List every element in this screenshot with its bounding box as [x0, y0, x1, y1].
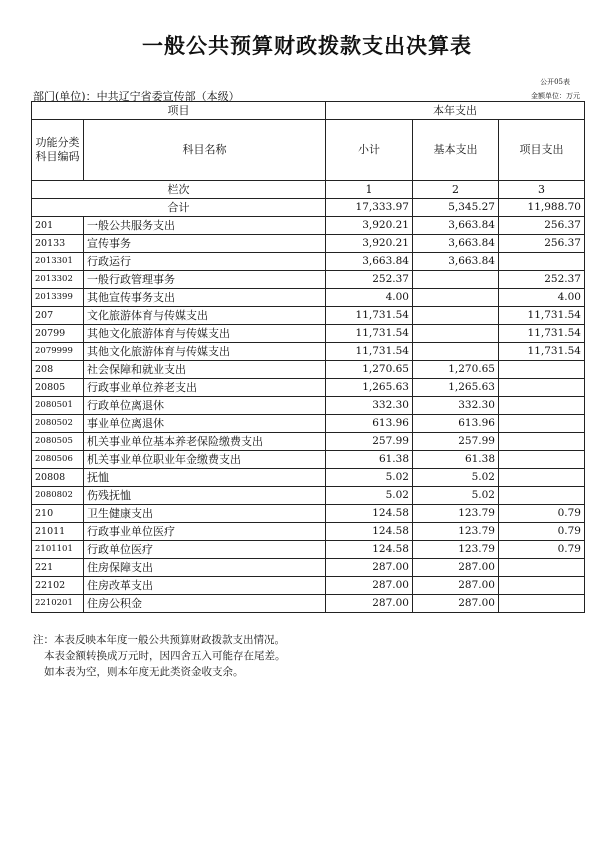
header-item: 项目	[32, 102, 326, 120]
row-project	[499, 487, 585, 505]
row-project: 0.79	[499, 541, 585, 559]
table-row	[32, 469, 585, 487]
row-code: 2101101	[32, 541, 84, 559]
row-subtotal: 3,663.84	[326, 253, 413, 271]
table-row	[32, 343, 585, 361]
row-code: 22102	[32, 577, 84, 595]
row-basic	[413, 289, 499, 307]
row-project	[499, 397, 585, 415]
row-code: 207	[32, 307, 84, 325]
row-subtotal: 287.00	[326, 595, 413, 613]
table-row	[32, 559, 585, 577]
row-code: 2013302	[32, 271, 84, 289]
row-project: 11,731.54	[499, 343, 585, 361]
row-subtotal: 3,920.21	[326, 217, 413, 235]
row-subtotal: 124.58	[326, 541, 413, 559]
header-project: 项目支出	[499, 120, 585, 181]
table-row	[32, 487, 585, 505]
total-label: 合计	[32, 199, 326, 217]
row-subtotal: 252.37	[326, 271, 413, 289]
row-subtotal: 5.02	[326, 469, 413, 487]
row-code: 2013399	[32, 289, 84, 307]
row-code: 20799	[32, 325, 84, 343]
row-name: 行政单位医疗	[84, 541, 326, 559]
table-row	[32, 433, 585, 451]
header-subtotal: 小计	[326, 120, 413, 181]
header-current-year: 本年支出	[326, 102, 585, 120]
row-subtotal: 11,731.54	[326, 343, 413, 361]
row-code: 201	[32, 217, 84, 235]
table-row	[32, 523, 585, 541]
row-project	[499, 379, 585, 397]
row-code: 2080501	[32, 397, 84, 415]
row-project: 252.37	[499, 271, 585, 289]
row-subtotal: 5.02	[326, 487, 413, 505]
row-project: 11,731.54	[499, 307, 585, 325]
row-project	[499, 361, 585, 379]
row-name: 文化旅游体育与传媒支出	[84, 307, 326, 325]
row-code: 2210201	[32, 595, 84, 613]
table-row	[32, 361, 585, 379]
department-label: 部门(单位)：中共辽宁省委宣传部（本级）	[33, 90, 240, 103]
row-basic: 1,265.63	[413, 379, 499, 397]
row-basic: 1,270.65	[413, 361, 499, 379]
column-index-3: 3	[499, 181, 585, 199]
row-code: 20808	[32, 469, 84, 487]
row-subtotal: 11,731.54	[326, 325, 413, 343]
row-name: 其他文化旅游体育与传媒支出	[84, 325, 326, 343]
table-row	[32, 577, 585, 595]
note-line: 如本表为空，则本年度无此类资金收支余。	[44, 666, 244, 678]
column-index-1: 1	[326, 181, 413, 199]
row-subtotal: 124.58	[326, 523, 413, 541]
row-name: 住房公积金	[84, 595, 326, 613]
row-basic: 3,663.84	[413, 217, 499, 235]
note-line: 本表金额转换成万元时，因四舍五入可能存在尾差。	[44, 650, 286, 662]
row-basic: 5.02	[413, 487, 499, 505]
row-project	[499, 469, 585, 487]
row-subtotal: 124.58	[326, 505, 413, 523]
row-name: 机关事业单位基本养老保险缴费支出	[84, 433, 326, 451]
row-name: 住房保障支出	[84, 559, 326, 577]
row-code: 21011	[32, 523, 84, 541]
row-code: 210	[32, 505, 84, 523]
row-project	[499, 451, 585, 469]
row-code: 2013301	[32, 253, 84, 271]
row-project	[499, 415, 585, 433]
row-code: 221	[32, 559, 84, 577]
row-basic: 123.79	[413, 523, 499, 541]
row-basic: 3,663.84	[413, 253, 499, 271]
row-name: 机关事业单位职业年金缴费支出	[84, 451, 326, 469]
row-project: 256.37	[499, 235, 585, 253]
row-basic: 257.99	[413, 433, 499, 451]
row-code: 2080505	[32, 433, 84, 451]
row-project	[499, 577, 585, 595]
row-project: 11,731.54	[499, 325, 585, 343]
row-name: 行政事业单位医疗	[84, 523, 326, 541]
row-name: 宣传事务	[84, 235, 326, 253]
row-name: 抚恤	[84, 469, 326, 487]
row-basic: 5.02	[413, 469, 499, 487]
table-row	[32, 541, 585, 559]
amount-unit-label: 金额单位：万元	[531, 92, 580, 100]
row-name: 其他文化旅游体育与传媒支出	[84, 343, 326, 361]
table-row	[32, 595, 585, 613]
row-name: 事业单位离退休	[84, 415, 326, 433]
row-code: 20805	[32, 379, 84, 397]
table-row	[32, 235, 585, 253]
column-index-2: 2	[413, 181, 499, 199]
row-name: 伤残抚恤	[84, 487, 326, 505]
total-project: 11,988.70	[499, 199, 585, 217]
column-index-row	[32, 181, 585, 199]
row-basic	[413, 325, 499, 343]
page-title: 一般公共预算财政拨款支出决算表	[142, 34, 472, 58]
row-subtotal: 287.00	[326, 577, 413, 595]
row-basic	[413, 343, 499, 361]
header-func-code: 功能分类科目编码	[32, 120, 84, 181]
row-code: 2079999	[32, 343, 84, 361]
total-subtotal: 17,333.97	[326, 199, 413, 217]
row-basic: 123.79	[413, 541, 499, 559]
row-subtotal: 287.00	[326, 559, 413, 577]
row-basic: 61.38	[413, 451, 499, 469]
notes	[33, 632, 286, 680]
row-project	[499, 559, 585, 577]
header-basic: 基本支出	[413, 120, 499, 181]
table-row	[32, 415, 585, 433]
row-subtotal: 11,731.54	[326, 307, 413, 325]
table-row	[32, 307, 585, 325]
row-code: 2080502	[32, 415, 84, 433]
table-row	[32, 397, 585, 415]
table-row	[32, 271, 585, 289]
total-basic: 5,345.27	[413, 199, 499, 217]
row-project: 0.79	[499, 505, 585, 523]
row-project: 4.00	[499, 289, 585, 307]
row-code: 2080506	[32, 451, 84, 469]
row-subtotal: 332.30	[326, 397, 413, 415]
row-code: 20133	[32, 235, 84, 253]
row-code: 208	[32, 361, 84, 379]
row-subtotal: 1,265.63	[326, 379, 413, 397]
row-name: 社会保障和就业支出	[84, 361, 326, 379]
expenditure-table	[31, 101, 585, 613]
column-index-label: 栏次	[32, 181, 326, 199]
note-line: 注：本表反映本年度一般公共预算财政拨款支出情况。	[33, 634, 285, 646]
row-basic: 287.00	[413, 559, 499, 577]
row-basic: 123.79	[413, 505, 499, 523]
row-subtotal: 1,270.65	[326, 361, 413, 379]
table-row	[32, 289, 585, 307]
row-subtotal: 4.00	[326, 289, 413, 307]
table-row	[32, 253, 585, 271]
row-name: 其他宣传事务支出	[84, 289, 326, 307]
row-subtotal: 613.96	[326, 415, 413, 433]
row-name: 住房改革支出	[84, 577, 326, 595]
table-row	[32, 379, 585, 397]
row-name: 行政单位离退休	[84, 397, 326, 415]
row-name: 一般公共服务支出	[84, 217, 326, 235]
header-row-1	[32, 102, 585, 120]
table-row	[32, 505, 585, 523]
header-row-2	[32, 120, 585, 181]
table-row	[32, 325, 585, 343]
row-project	[499, 595, 585, 613]
row-name: 一般行政管理事务	[84, 271, 326, 289]
row-subtotal: 257.99	[326, 433, 413, 451]
table-row	[32, 451, 585, 469]
row-basic	[413, 307, 499, 325]
row-name: 行政运行	[84, 253, 326, 271]
row-basic: 287.00	[413, 595, 499, 613]
form-code: 公开05表	[540, 78, 570, 86]
row-subtotal: 3,920.21	[326, 235, 413, 253]
row-subtotal: 61.38	[326, 451, 413, 469]
header-subject-name: 科目名称	[84, 120, 326, 181]
row-basic: 287.00	[413, 577, 499, 595]
total-row	[32, 199, 585, 217]
row-basic: 332.30	[413, 397, 499, 415]
table-row	[32, 217, 585, 235]
row-project: 256.37	[499, 217, 585, 235]
row-project: 0.79	[499, 523, 585, 541]
row-project	[499, 433, 585, 451]
row-name: 卫生健康支出	[84, 505, 326, 523]
row-basic	[413, 271, 499, 289]
row-project	[499, 253, 585, 271]
row-code: 2080802	[32, 487, 84, 505]
row-name: 行政事业单位养老支出	[84, 379, 326, 397]
row-basic: 3,663.84	[413, 235, 499, 253]
row-basic: 613.96	[413, 415, 499, 433]
